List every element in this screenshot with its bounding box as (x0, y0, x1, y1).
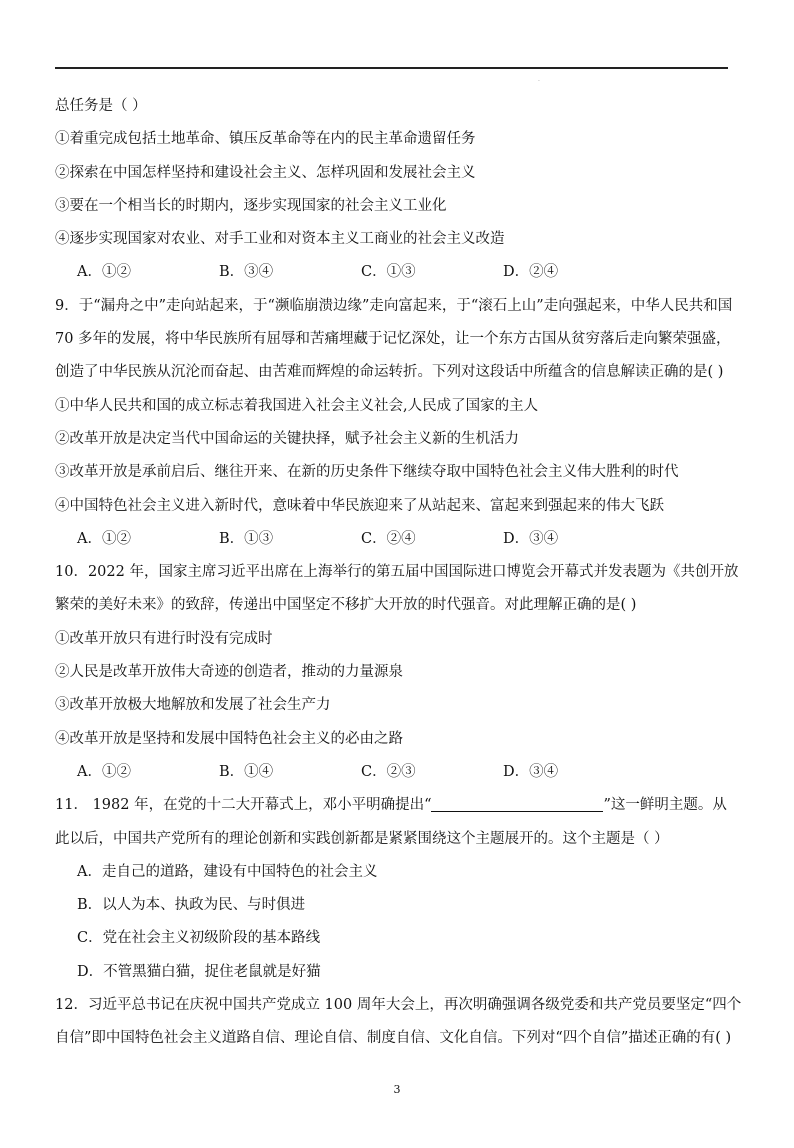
option-d[interactable]: D．③④ (503, 763, 559, 780)
q11-choice-c[interactable]: C．党在社会主义初级阶段的基本路线 (77, 930, 321, 947)
q10-item: ④改革开放是坚持和发展中国特色社会主义的必由之路 (55, 730, 403, 747)
answer-blank[interactable] (431, 795, 603, 812)
q8-options (55, 256, 735, 289)
option-a[interactable]: A．①② (77, 264, 131, 281)
q10-stem: 繁荣的美好未来》的致辞，传递出中国坚定不移扩大开放的时代强音。对此理解正确的是( ) (55, 597, 637, 614)
option-c[interactable]: C．②④ (361, 530, 416, 547)
q8-item: ①着重完成包括土地革命、镇压反革命等在内的民主革命遗留任务 (55, 131, 476, 148)
q10-item: ②人民是改革开放伟大奇迹的创造者，推动的力量源泉 (55, 664, 403, 681)
q8-item: ④逐步实现国家对农业、对手工业和对资本主义工商业的社会主义改造 (55, 231, 505, 248)
q10-options (55, 756, 735, 789)
q11-stem-b: ”这一鲜明主题。从 (603, 797, 727, 814)
header-rule (55, 67, 728, 69)
header-dot: . (538, 76, 540, 83)
q11-choice-a[interactable]: A．走自己的道路，建设有中国特色的社会主义 (77, 863, 378, 880)
q9-stem: 9．于“漏舟之中”走向站起来，于“濒临崩溃边缘”走向富起来，于“滚石上山”走向强起来，中华人民共和国 (55, 297, 733, 314)
option-b[interactable]: B．③④ (219, 264, 274, 281)
q11-choice-b[interactable]: B．以人为本、执政为民、与时俱进 (77, 897, 306, 914)
q11-choice-d[interactable]: D．不管黑猫白猫，捉住老鼠就是好猫 (77, 963, 321, 980)
q9-item: ②改革开放是决定当代中国命运的关键抉择，赋予社会主义新的生机活力 (55, 430, 519, 447)
option-b[interactable]: B．①④ (219, 763, 274, 780)
q9-stem: 70 多年的发展，将中华民族所有屈辱和苦痛埋藏于记忆深处，让一个东方古国从贫穷落后走向繁荣强盛， (55, 331, 731, 348)
option-b[interactable]: B．①③ (219, 530, 274, 547)
q10-item: ①改革开放只有进行时没有完成时 (55, 630, 273, 647)
q9-item: ④中国特色社会主义进入新时代，意味着中华民族迎来了从站起来、富起来到强起来的伟大飞跃 (55, 497, 664, 514)
option-c[interactable]: C．②③ (361, 763, 416, 780)
q9-options (55, 523, 735, 556)
q8-item: ③要在一个相当长的时期内，逐步实现国家的社会主义工业化 (55, 197, 447, 214)
q12-stem: 12．习近平总书记在庆祝中国共产党成立 100 周年大会上，再次明确强调各级党委和共产党员要坚定“四个 (55, 997, 742, 1014)
q11-stem: 此以后，中国共产党所有的理论创新和实践创新都是紧紧围绕这个主题展开的。这个主题是（ ） (55, 830, 669, 847)
q8-stem: 总任务是（ ） (55, 98, 147, 114)
q11-stem-a: 11． 1982 年，在党的十二大开幕式上，邓小平明确提出“ (55, 797, 432, 814)
option-d[interactable]: D．③④ (503, 530, 559, 547)
q10-stem: 10．2022 年，国家主席习近平出席在上海举行的第五届中国国际进口博览会开幕式并发表题为《共创开放 (55, 564, 739, 581)
q12-stem: 自信”即中国特色社会主义道路自信、理论自信、制度自信、文化自信。下列对“四个自信”描述正确的有( ) (55, 1030, 732, 1047)
q10-item: ③改革开放极大地解放和发展了社会生产力 (55, 697, 331, 714)
exam-page (55, 90, 742, 1056)
page-number: 3 (393, 1083, 401, 1096)
option-c[interactable]: C．①③ (361, 264, 416, 281)
option-d[interactable]: D．②④ (503, 264, 559, 281)
q9-stem: 创造了中华民族从沉沦而奋起、由苦难而辉煌的命运转折。下列对这段话中所蕴含的信息解读正确的是( ) (55, 364, 724, 381)
q9-item: ③改革开放是承前启后、继往开来、在新的历史条件下继续夺取中国特色社会主义伟大胜利的时代 (55, 464, 679, 481)
q8-item: ②探索在中国怎样坚持和建设社会主义、怎样巩固和发展社会主义 (55, 164, 476, 181)
option-a[interactable]: A．①② (77, 530, 131, 547)
q11-stem (55, 789, 735, 822)
q9-item: ①中华人民共和国的成立标志着我国进入社会主义社会,人民成了国家的主人 (55, 397, 539, 414)
option-a[interactable]: A．①② (77, 763, 131, 780)
